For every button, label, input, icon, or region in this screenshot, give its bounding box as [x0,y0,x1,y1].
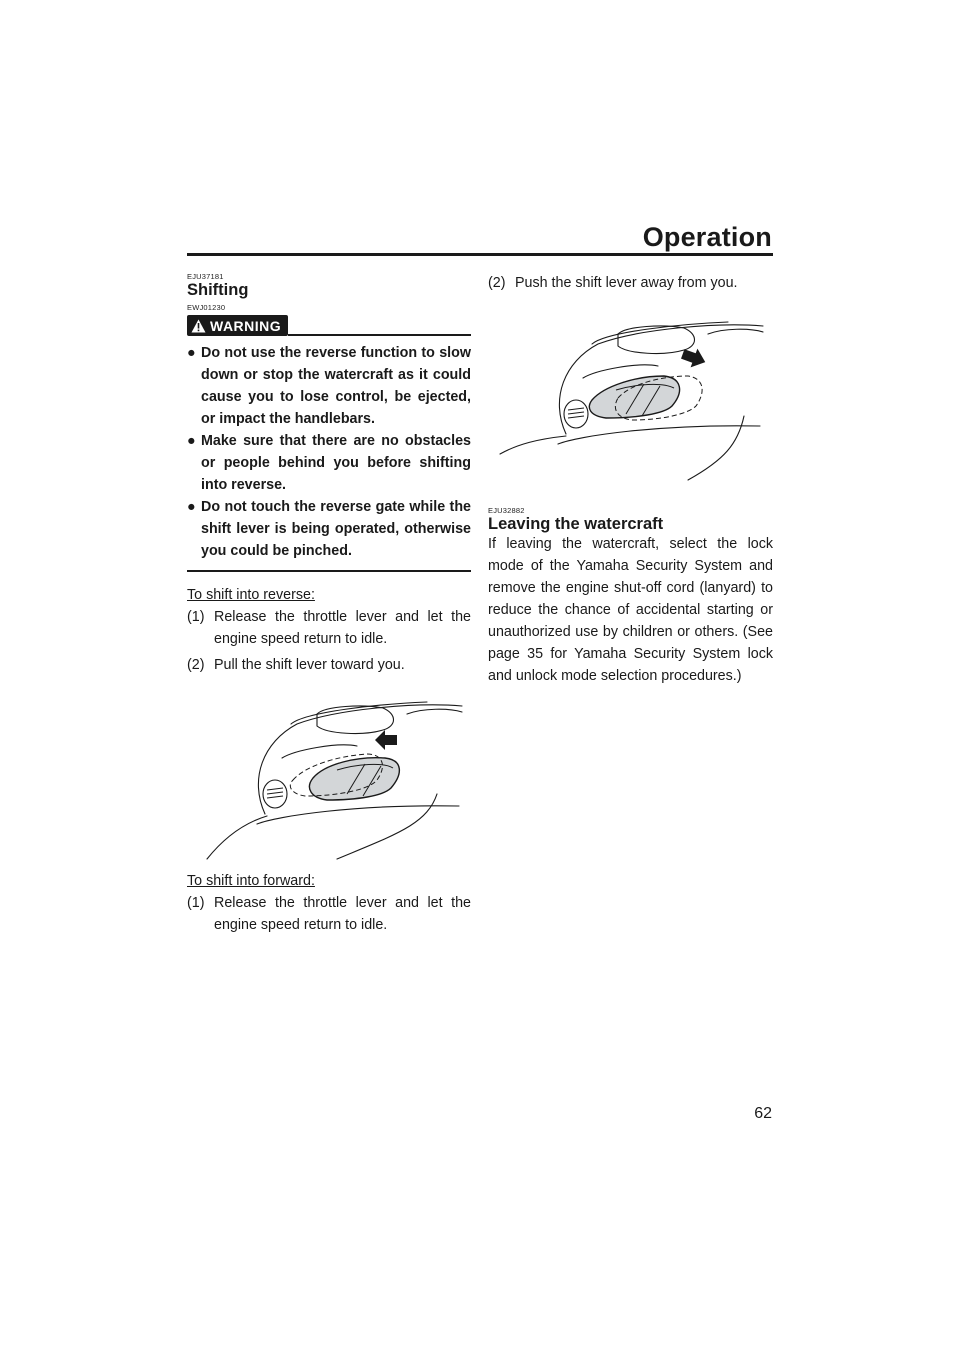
warning-rule [288,334,471,336]
warning-item: ● Do not use the reverse function to slow down or stop the watercraft as it could cause you to lose control, be ejected, or impact the handlebars. [187,342,471,430]
page-number: 62 [754,1105,772,1122]
section-code: EJU32882 [488,506,525,515]
warning-end-rule [187,570,471,572]
step-item: (1) Release the throttle lever and let the engine speed return to idle. [187,895,471,933]
section-title-leaving: Leaving the watercraft [488,515,664,533]
section-code: EJU37181 [187,272,224,281]
left-column [187,272,471,936]
reverse-steps [187,606,471,676]
warning-code: EWJ01230 [187,303,226,312]
bullet-icon: ● [187,433,196,449]
warning-label: WARNING [210,317,282,334]
warning-list [187,342,471,562]
forward-steps [187,892,471,936]
warning-badge [187,315,288,336]
forward-heading: To shift into forward: [187,873,315,889]
warning-item: ● Do not touch the reverse gate while the shift lever is being operated, otherwise you could be pinched. [187,496,471,562]
bullet-icon: ● [187,499,196,515]
header-rule [187,253,773,256]
forward-shift-illustration [488,304,773,484]
step-item: (1) Release the throttle lever and let the engine speed return to idle. [187,609,471,647]
right-column [488,272,773,687]
bullet-icon: ● [187,345,196,361]
forward-steps-continued [488,272,773,294]
warning-triangle-icon [191,319,206,333]
step-item: (2) Pull the shift lever toward you. [187,657,405,673]
warning-header [187,315,471,336]
page-title: Operation [642,222,772,252]
reverse-shift-illustration [187,684,471,864]
leaving-body: If leaving the watercraft, select the lock mode of the Yamaha Security System and remove the engine shut-off cord (lanyard) to reduce the chance of accidental starting or unauthorized use by children or others. (See page 35 for Yamaha Security System lock and unlock mode selection procedures.) [488,536,773,684]
step-item: (2) Push the shift lever away from you. [488,275,738,291]
reverse-heading: To shift into reverse: [187,587,315,603]
section-title-shifting: Shifting [187,281,249,299]
warning-item: ● Make sure that there are no obstacles or people behind you before shifting into reverse. [187,430,471,496]
